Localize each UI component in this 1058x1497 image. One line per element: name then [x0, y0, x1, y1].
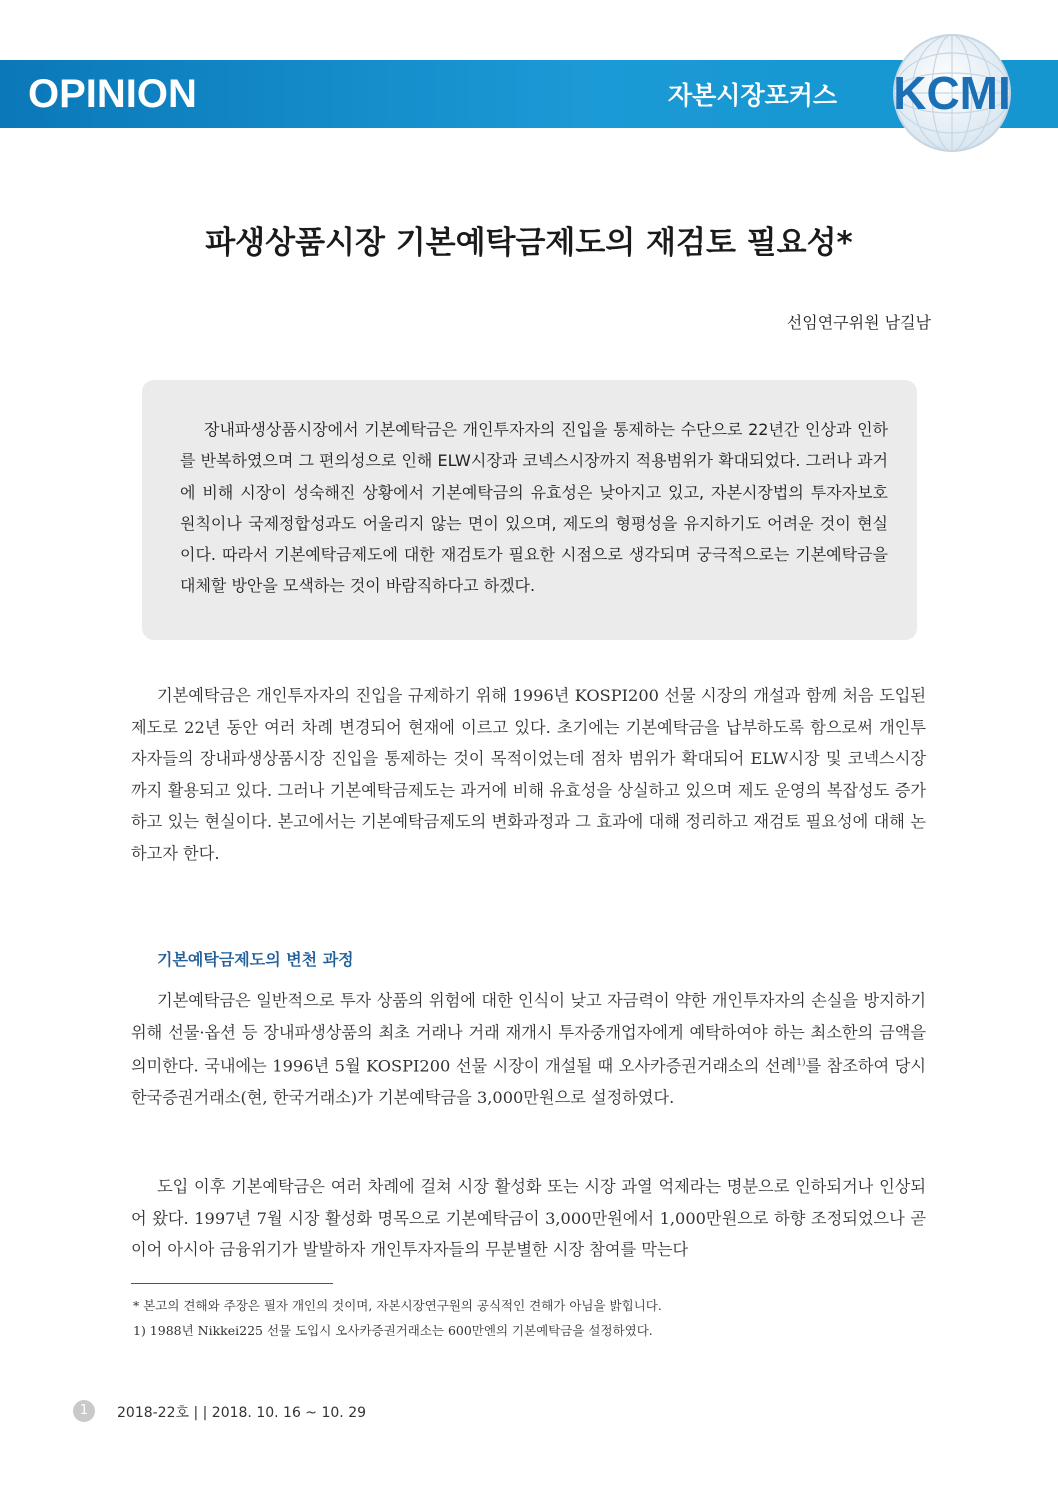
footnote-star: * 본고의 견해와 주장은 필자 개인의 것이며, 자본시장연구원의 공식적인 견해가 아님을 밝힙니다.: [133, 1298, 662, 1313]
footnote-1: 1) 1988년 Nikkei225 선물 도입시 오사카증권거래소는 600만엔의 기본예탁금을 설정하였다.: [133, 1323, 653, 1338]
section-heading: 기본예탁금제도의 변천 과정: [157, 950, 354, 969]
body-paragraph-2-part-a: 기본예탁금은 일반적으로 투자 상품의 위험에 대한 인식이 낮고 자금력이 약한 개인투자자의 손실을 방지하기 위해 선물·옵션 등 장내파생상품의 최초 거래나 거래 재개시 투자중개업자에게 예탁하여야 하는 최소한의 금액을 의미한다. 국내에는 1996년 5월 KOSPI200 선물 시장이 개설될 때 오사카증권거래소의 선례: [131, 991, 926, 1076]
footnote-ref-1: 1): [796, 1058, 806, 1069]
body-paragraph-3: 도입 이후 기본예탁금은 여러 차례에 걸쳐 시장 활성화 또는 시장 과열 억제라는 명분으로 인하되거나 인상되어 왔다. 1997년 7월 시장 활성화 명목으로 기본예탁금이 3,000만원에서 1,000만원으로 하향 조정되었으나 곧이어 아시아 금융위기가 발발하자 개인투자자들의 무분별한 시장 참여를 막는다: [131, 1177, 926, 1260]
body-paragraph-2: [131, 985, 926, 1114]
summary-box: [142, 380, 917, 640]
author-byline: 선임연구위원 남길남: [786, 313, 931, 332]
logo-text: KCMI: [893, 67, 1011, 119]
issue-info: 2018-22호 | | 2018. 10. 16 ~ 10. 29: [117, 1405, 367, 1421]
kcmi-logo: [872, 32, 1032, 154]
body-paragraph-1: 기본예탁금은 개인투자자의 진입을 규제하기 위해 1996년 KOSPI200 선물 시장의 개설과 함께 처음 도입된 제도로 22년 동안 여러 차례 변경되어 현재에 이르고 있다. 초기에는 기본예탁금을 납부하도록 함으로써 개인투자자들의 장내파생상품시장 진입을 통제하는 것이 목적이었는데 점차 범위가 확대되어 ELW시장 및 코넥스시장까지 활용되고 있다. 그러나 기본예탁금제도는 과거에 비해 유효성을 상실하고 있으며 제도 운영의 복잡성도 증가하고 있는 현실이다. 본고에서는 기본예탁금제도의 변화과정과 그 효과에 대해 정리하고 재검토 필요성에 대해 논하고자 한다.: [131, 686, 926, 863]
summary-text: 장내파생상품시장에서 기본예탁금은 개인투자자의 진입을 통제하는 수단으로 22년간 인상과 인하를 반복하였으며 그 편의성으로 인해 ELW시장과 코넥스시장까지 적용범위가 확대되었다. 그러나 과거에 비해 시장이 성숙해진 상황에서 기본예탁금의 유효성은 낮아지고 있고, 자본시장법의 투자자보호 원칙이나 국제정합성과도 어울리지 않는 면이 있으며, 제도의 형평성을 유지하기도 어려운 것이 현실이다. 따라서 기본예탁금제도에 대한 재검토가 필요한 시점으로 생각되며 궁극적으로는 기본예탁금을 대체할 방안을 모색하는 것이 바람직하다고 하겠다.: [180, 420, 888, 596]
section-title: 자본시장포커스: [668, 81, 838, 110]
footnote-divider: [131, 1283, 333, 1284]
opinion-label: OPINION: [28, 72, 197, 116]
body-paragraph-2-part-b: 를 참조하여 당시 한국증권거래소(현, 한국거래소)가 기본예탁금을 3,000만원으로 설정하였다.: [131, 1056, 926, 1108]
article-title: 파생상품시장 기본예탁금제도의 재검토 필요성*: [205, 225, 853, 261]
page-number: 1: [73, 1400, 95, 1422]
